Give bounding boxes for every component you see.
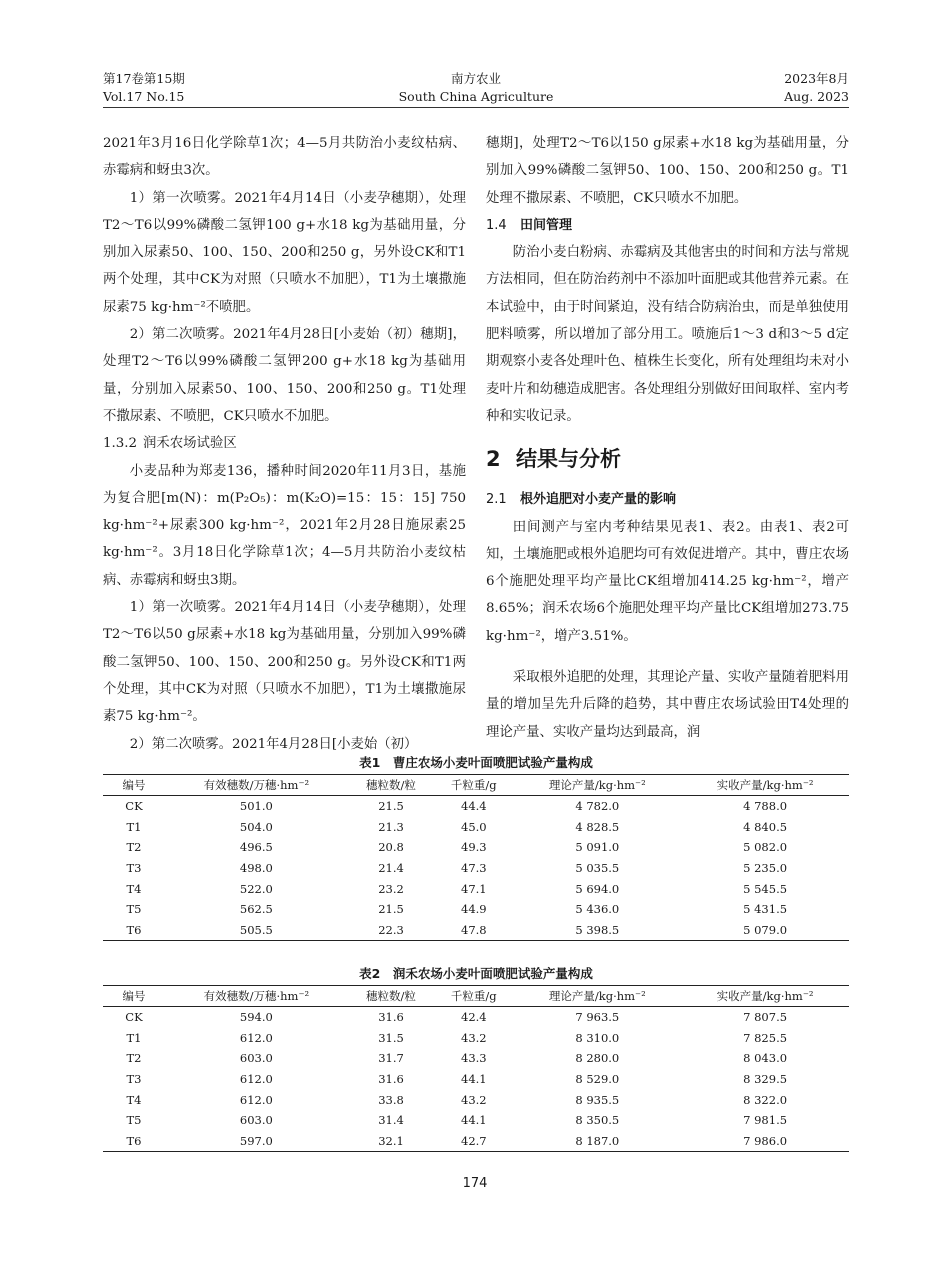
table-cell: 5 398.5 — [575, 922, 620, 937]
table-cell: 612.0 — [239, 1092, 273, 1107]
table-cell: 7 963.5 — [575, 1010, 620, 1025]
table-cell: 5 082.0 — [743, 840, 788, 855]
table-cell: 5 436.0 — [575, 902, 620, 917]
column-header: 有效穗数/万穗·hm⁻² — [165, 986, 348, 1007]
table-cell: T1 — [126, 819, 142, 834]
table-row — [103, 816, 849, 837]
table-cell: 21.5 — [378, 902, 404, 917]
section-title: 润禾农场试验区 — [143, 436, 237, 452]
table-cell: 8 329.5 — [743, 1071, 788, 1086]
header-date — [784, 70, 849, 106]
table-cell: 5 694.0 — [575, 881, 620, 896]
column-header: 实收产量/kg·hm⁻² — [681, 986, 849, 1007]
table-cell: T3 — [126, 860, 142, 875]
column-header: 编号 — [103, 986, 165, 1007]
table-cell: 33.8 — [378, 1092, 404, 1107]
section-heading-2 — [486, 446, 849, 472]
column-header: 穗粒数/粒 — [348, 775, 434, 796]
table-row — [103, 878, 849, 899]
table-cell: 5 091.0 — [575, 840, 620, 855]
table-cell: 31.6 — [378, 1071, 404, 1086]
section-heading-1-4 — [486, 212, 849, 239]
table-cell: T1 — [126, 1030, 142, 1045]
table-cell: 44.9 — [461, 902, 487, 917]
table-cell: T3 — [126, 1071, 142, 1086]
table-cell: 31.5 — [378, 1030, 404, 1045]
paragraph: 1）第一次喷雾。2021年4月14日（小麦孕穗期），处理T2～T6以50 g尿素+水18 kg为基础用量，分别加入99%磷酸二氢钾50、100、150、200和250 g。另外设CK和T1两个处理，其中CK为对照（只喷水不加肥），T1为土壤撒施尿素75 kg·hm⁻²。 — [103, 600, 466, 725]
table-cell: 21.4 — [378, 860, 404, 875]
table-title: 表2 润禾农场小麦叶面喷肥试验产量构成 — [359, 966, 593, 981]
table-cell: 8 187.0 — [575, 1133, 620, 1148]
header-journal — [103, 70, 849, 106]
table-cell: 603.0 — [239, 1113, 273, 1128]
table-cell: 21.5 — [378, 799, 404, 814]
table-cell: 4 788.0 — [743, 799, 788, 814]
table-cell: 8 043.0 — [743, 1051, 788, 1066]
column-header: 千粒重/g — [434, 775, 513, 796]
header-date-en: Aug. 2023 — [784, 89, 849, 104]
table-cell: 498.0 — [239, 860, 273, 875]
column-header: 理论产量/kg·hm⁻² — [513, 775, 681, 796]
table-cell: 8 935.5 — [575, 1092, 620, 1107]
table-row — [103, 1007, 849, 1028]
table-cell: 5 079.0 — [743, 922, 788, 937]
paragraph: 防治小麦白粉病、赤霉病及其他害虫的时间和方法与常规方法相同，但在防治药剂中不添加叶面肥或其他营养元素。在本试验中，由于时间紧迫，没有结合防病治虫，而是单独使用肥料喷雾，所以增加了部分用工。喷施后1～3 d和3～5 d定期观察小麦各处理叶色、植株生长变化，所有处理组均未对小麦叶片和幼穗造成肥害。各处理组分别做好田间取样、室内考种和实收记录。 — [486, 245, 849, 424]
table-cell: 23.2 — [378, 881, 404, 896]
paragraph: 1）第一次喷雾。2021年4月14日（小麦孕穗期），处理T2～T6以99%磷酸二氢钾100 g+水18 kg为基础用量，分别加入尿素50、100、150、200和250 g，另外设CK和T1两个处理，其中CK为对照（只喷水不加肥），T1为土壤撒施尿素75 kg·hm⁻²不喷肥。 — [103, 190, 466, 315]
table-cell: T4 — [126, 881, 142, 896]
table-2 — [103, 963, 849, 1152]
table-title: 表1 曹庄农场小麦叶面喷肥试验产量构成 — [359, 755, 593, 770]
section-title: 结果与分析 — [516, 447, 621, 472]
table-cell: 8 280.0 — [575, 1051, 620, 1066]
paragraph: 穗期]，处理T2～T6以150 g尿素+水18 kg为基础用量，分别加入99%磷酸二氢钾50、100、150、200和250 g。T1处理不撒尿素、不喷肥，CK只喷水不加肥。 — [486, 136, 849, 206]
section-title: 田间管理 — [520, 217, 573, 233]
paragraph: 2021年3月16日化学除草1次；4—5月共防治小麦纹枯病、赤霉病和蚜虫3次。 — [103, 136, 466, 179]
table-cell: 32.1 — [378, 1133, 404, 1148]
table-cell: T6 — [126, 1133, 142, 1148]
table-cell: 43.2 — [461, 1092, 487, 1107]
table-cell: 43.2 — [461, 1030, 487, 1045]
table-cell: 42.7 — [461, 1133, 487, 1148]
paragraph: 2）第二次喷雾。2021年4月28日[小麦始（初）穗期]，处理T2～T6以99%磷酸二氢钾200 g+水18 kg为基础用量，分别加入尿素50、100、150、200和250 g。T1处理不撒尿素、不喷肥，CK只喷水不加肥。 — [103, 327, 466, 424]
article-body — [103, 130, 849, 752]
paragraph: 2）第二次喷雾。2021年4月28日[小麦始（初） — [129, 736, 418, 752]
table-cell: 8 322.0 — [743, 1092, 788, 1107]
table-cell: 20.8 — [378, 840, 404, 855]
section-number: 1.3.2 — [103, 436, 138, 452]
table-cell: 603.0 — [239, 1051, 273, 1066]
table-cell: 5 545.5 — [743, 881, 788, 896]
table-row — [103, 899, 849, 920]
paragraph: 小麦品种为郑麦136，播种时间2020年11月3日，基施为复合肥[m(N)：m(P₂O₅)：m(K₂O)=15：15：15] 750 kg·hm⁻²+尿素300 kg·hm⁻²，2021年2月28日施尿素25 kg·hm⁻²。3月18日化学除草1次；4—5月共防治小麦纹枯病、赤霉病和蚜虫3期。 — [103, 463, 466, 588]
table-cell: 562.5 — [239, 902, 273, 917]
table-cell: 4 828.5 — [575, 819, 620, 834]
table-cell: 597.0 — [239, 1133, 273, 1148]
table-row — [103, 1089, 849, 1110]
table-cell: 44.1 — [461, 1071, 487, 1086]
table-cell: 5 235.0 — [743, 860, 788, 875]
table-cell: 7 807.5 — [743, 1010, 788, 1025]
table-cell: T6 — [126, 922, 142, 937]
header-volume-en: Vol.17 No.15 — [103, 89, 185, 104]
table-cell: T2 — [126, 840, 142, 855]
table-cell: 7 825.5 — [743, 1030, 788, 1045]
table-cell: 8 529.0 — [575, 1071, 620, 1086]
column-header: 千粒重/g — [434, 986, 513, 1007]
section-number: 2.1 — [486, 492, 507, 508]
column-header: 有效穗数/万穗·hm⁻² — [165, 775, 348, 796]
table-cell: 49.3 — [461, 840, 487, 855]
table-cell: T2 — [126, 1051, 142, 1066]
table-row — [103, 1048, 849, 1069]
table-cell: 8 350.5 — [575, 1113, 620, 1128]
table-cell: 8 310.0 — [575, 1030, 620, 1045]
section-heading-2-1 — [486, 486, 849, 513]
yield-table — [103, 985, 849, 1152]
table-cell: T5 — [126, 902, 142, 917]
table-cell: 47.3 — [461, 860, 487, 875]
table-header-row — [103, 986, 849, 1007]
column-header: 实收产量/kg·hm⁻² — [681, 775, 849, 796]
section-number: 1.4 — [486, 217, 507, 233]
table-cell: 43.3 — [461, 1051, 487, 1066]
table-row — [103, 920, 849, 941]
table-cell: 496.5 — [239, 840, 273, 855]
header-journal-cn: 南方农业 — [450, 71, 501, 86]
table-cell: 501.0 — [239, 799, 273, 814]
table-cell: 31.6 — [378, 1010, 404, 1025]
table-cell: 42.4 — [461, 1010, 487, 1025]
table-cell: 4 840.5 — [743, 819, 788, 834]
column-header: 编号 — [103, 775, 165, 796]
table-cell: 31.7 — [378, 1051, 404, 1066]
table-cell: 22.3 — [378, 922, 404, 937]
running-header — [103, 70, 849, 108]
table-cell: T4 — [126, 1092, 142, 1107]
table-row — [103, 858, 849, 879]
column-header: 理论产量/kg·hm⁻² — [513, 986, 681, 1007]
table-cell: 47.8 — [461, 922, 487, 937]
table-row — [103, 1110, 849, 1131]
table-header-row — [103, 775, 849, 796]
table-cell: 44.4 — [461, 799, 487, 814]
section-title: 根外追肥对小麦产量的影响 — [520, 492, 677, 508]
table-cell: CK — [125, 1010, 143, 1025]
table-cell: 612.0 — [239, 1030, 273, 1045]
table-cell: 45.0 — [461, 819, 487, 834]
paragraph: 采取根外追肥的处理，其理论产量、实收产量随着肥料用量的增加呈先升后降的趋势，其中曹庄农场试验田T4处理的理论产量、实收产量均达到最高，润 — [486, 670, 849, 740]
table-cell: 4 782.0 — [575, 799, 620, 814]
column-header: 穗粒数/粒 — [348, 986, 434, 1007]
section-heading-1-3-2 — [103, 430, 466, 457]
table-cell: 47.1 — [461, 881, 487, 896]
section-number: 2 — [486, 447, 501, 472]
table-cell: 504.0 — [239, 819, 273, 834]
table-cell: 7 981.5 — [743, 1113, 788, 1128]
table-cell: 7 986.0 — [743, 1133, 788, 1148]
table-cell: 5 035.5 — [575, 860, 620, 875]
table-cell: 5 431.5 — [743, 902, 788, 917]
table-cell: CK — [125, 799, 143, 814]
page-number: 174 — [462, 1176, 488, 1191]
table-row — [103, 837, 849, 858]
table-row — [103, 1131, 849, 1152]
table-cell: T5 — [126, 1113, 142, 1128]
table-cell: 505.5 — [239, 922, 273, 937]
table-row — [103, 796, 849, 817]
table-row — [103, 1069, 849, 1090]
table-cell: 31.4 — [378, 1113, 404, 1128]
table-cell: 612.0 — [239, 1071, 273, 1086]
right-column — [486, 130, 849, 746]
header-date-cn: 2023年8月 — [784, 71, 849, 86]
paragraph: 田间测产与室内考种结果见表1、表2。由表1、表2可知，土壤施肥或根外追肥均可有效促进增产。其中，曹庄农场6个施肥处理平均产量比CK组增加414.25 kg·hm⁻²，增产8.65%；润禾农场6个施肥处理平均产量比CK组增加273.75 kg·hm⁻²，增产3.51%。 — [486, 519, 849, 644]
table-cell: 21.3 — [378, 819, 404, 834]
left-column — [103, 130, 466, 758]
paragraph-gap — [486, 650, 849, 664]
yield-table — [103, 774, 849, 941]
table-row — [103, 1027, 849, 1048]
table-cell: 522.0 — [239, 881, 273, 896]
header-volume-cn: 第17卷第15期 — [103, 71, 185, 86]
table-cell: 594.0 — [239, 1010, 273, 1025]
header-journal-en: South China Agriculture — [398, 89, 554, 104]
table-cell: 44.1 — [461, 1113, 487, 1128]
table-1 — [103, 752, 849, 941]
